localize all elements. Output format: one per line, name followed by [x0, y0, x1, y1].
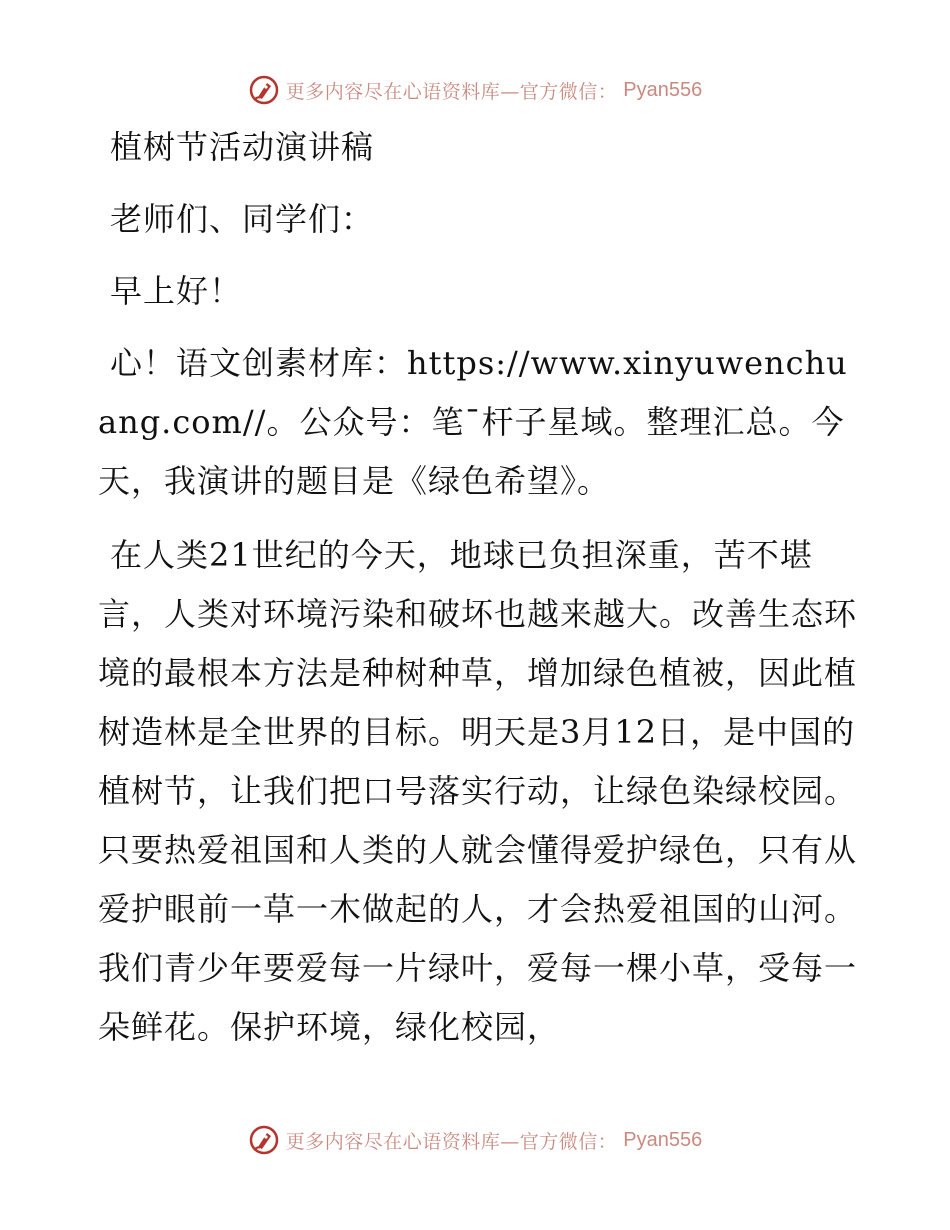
document-body: [98, 118, 858, 1057]
body-paragraph: 在人类21世纪的今天，地球已负担深重，苦不堪言，人类对环境污染和破坏也越来越大。改善生态环境的最根本方法是种树种草，增加绿色植被，因此植树造林是全世界的目标。明天是3月12日，是中国的植树节，让我们把口号落实行动，让绿色染绿校园。只要热爱祖国和人类的人就会懂得爱护绿色，只有从爱护眼前一草一木做起的人，才会热爱祖国的山河。我们青少年要爱每一片绿叶，爱每一棵小草，受每一朵鲜花。保护环境，绿化校园，: [98, 536, 858, 1046]
banner-wechat-id: Pyan556: [623, 78, 703, 101]
header-banner: [0, 73, 950, 107]
pen-nib-logo-icon: [248, 74, 280, 106]
greeting: 老师们、同学们：: [110, 200, 375, 238]
document-title: 植树节活动演讲稿: [110, 128, 375, 166]
banner-wechat-id: Pyan556: [623, 1128, 703, 1151]
header-banner-inner: [248, 74, 702, 106]
footer-banner-inner: [248, 1124, 702, 1156]
pen-nib-logo-icon: [248, 1124, 280, 1156]
banner-text: 更多内容尽在心语资料库—官方微信：: [285, 1130, 618, 1153]
footer-banner: [0, 1123, 950, 1157]
morning-greeting: 早上好！: [110, 272, 243, 310]
banner-text: 更多内容尽在心语资料库—官方微信：: [285, 80, 618, 103]
intro-paragraph: 心！语文创素材库：https://www.xinyuwenchuang.com//。公众号：笔¯杆子星域。整理汇总。今天，我演讲的题目是《绿色希望》。: [98, 344, 848, 500]
